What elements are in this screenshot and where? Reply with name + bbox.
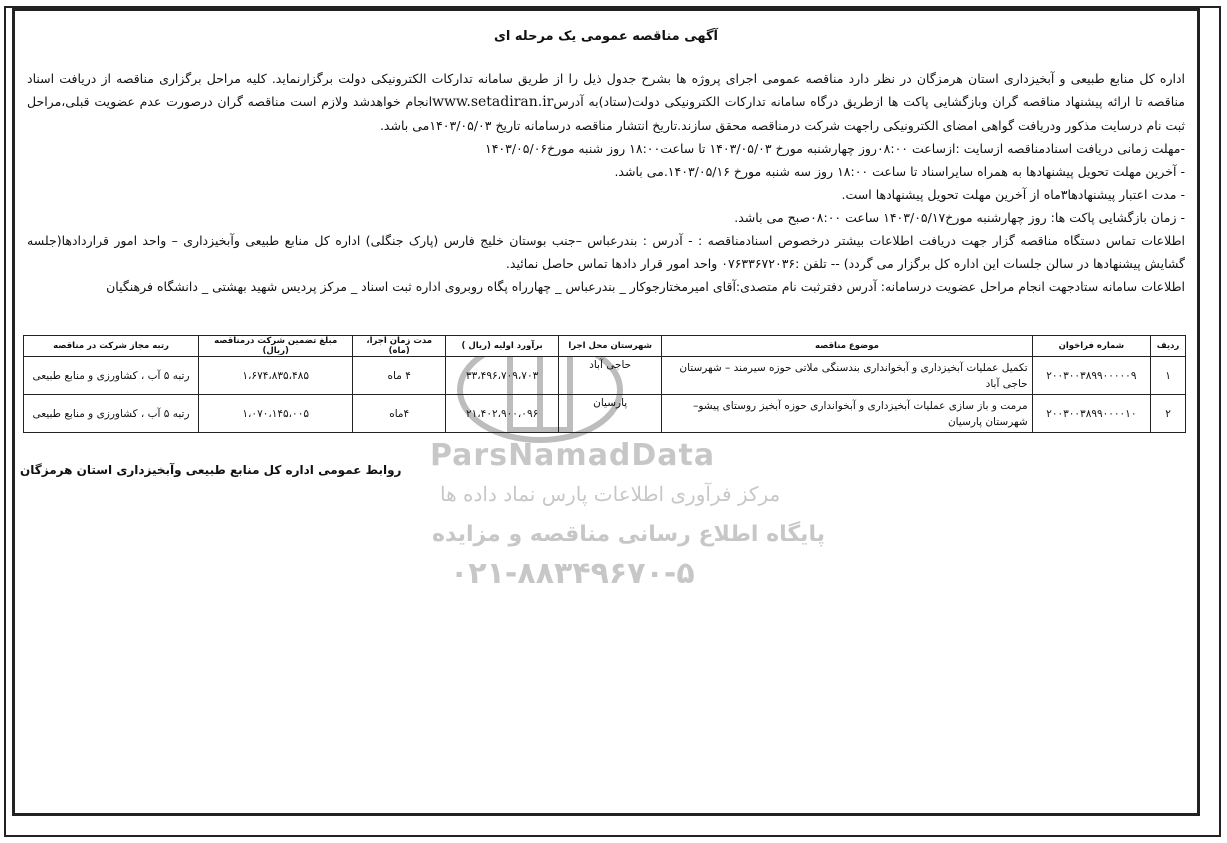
grade: رتبه ۵ آب ، کشاورزی و منابع طبیعی <box>24 357 199 395</box>
estimate: ۳۳،۴۹۶،۷۰۹،۷۰۳ <box>446 357 559 395</box>
guarantee: ۱،۰۷۰،۱۴۵،۰۰۵ <box>199 395 353 433</box>
header-call-number: شماره فراخوان <box>1032 336 1150 357</box>
website-link[interactable]: www.setadiran.ir <box>432 94 554 110</box>
duration: ۴ماه <box>353 395 446 433</box>
validity-line: - مدت اعتبار پیشنهادها۳ماه از آخرین مهلت تحویل پیشنهادها است. <box>841 187 1185 202</box>
watermark-line2: پایگاه اطلاع رسانی مناقصه و مزایده <box>432 522 825 547</box>
table-row <box>24 395 1186 433</box>
watermark-phone: ۰۲۱-۸۸۳۴۹۶۷۰-۵ <box>450 556 695 591</box>
submit-deadline-line: - آخرین مهلت تحویل پیشنهادها به همراه سایراسناد تا ساعت ۱۸:۰۰ روز سه شنبه مورخ ۱۴۰۳/۰۵/۱۶.می باشد. <box>614 164 1185 179</box>
header-row-number: ردیف <box>1151 336 1186 357</box>
header-duration: مدت زمان اجرا، (ماه) <box>353 336 446 357</box>
header-guarantee: مبلغ تضمین شرکت درمناقصه (ریال) <box>199 336 353 357</box>
duration: ۴ ماه <box>353 357 446 395</box>
city: حاجی آباد <box>559 357 662 395</box>
call-number: ۲۰۰۳۰۰۳۸۹۹۰۰۰۰۰۹ <box>1032 357 1150 395</box>
city: پارسیان <box>559 395 662 433</box>
call-number: ۲۰۰۳۰۰۳۸۹۹۰۰۰۰۱۰ <box>1032 395 1150 433</box>
header-subject: موضوع مناقصه <box>662 336 1033 357</box>
header-city: شهرستان محل اجرا <box>559 336 662 357</box>
header-grade: رتبه مجاز شرکت در مناقصه <box>24 336 199 357</box>
row-number: ۲ <box>1151 395 1186 433</box>
estimate: ۲۱،۴۰۲،۹۰۰،۰۹۶ <box>446 395 559 433</box>
opening-line: - زمان بازگشایی پاکت ها: روز چهارشنبه مورخ۱۴۰۳/۰۵/۱۷ ساعت ۰۸:۰۰صبح می باشد. <box>734 210 1185 225</box>
table-header-row <box>24 336 1186 357</box>
doc-deadline-line: -مهلت زمانی دریافت اسنادمناقصه ازسایت :ازساعت ۰۸:۰۰روز چهارشنبه مورخ ۱۴۰۳/۰۵/۰۳ تا ساعت۱۸:۰۰ روز شنبه مورخ۱۴۰۳/۰۵/۰۶ <box>484 141 1185 156</box>
grade: رتبه ۵ آب ، کشاورزی و منابع طبیعی <box>24 395 199 433</box>
subject: تکمیل عملیات آبخیزداری و آبخوانداری بندسنگی ملاتی حوزه سیرمند – شهرستان حاجی آباد <box>662 357 1033 395</box>
intro-part1: اداره کل منابع طبیعی و آبخیزداری استان هرمزگان در نظر دارد مناقصه عمومی اجرای پروژه ها بشرح جدول ذیل را از طریق سامانه تدارکات الکترونیکی دولت برگزارنماید. کلیه مراحل برگزاری مناقصه از دریافت اسناد مناقصه تا ارائه پیشنهاد مناقصه گران وبازگشایی پاکت ها ازطریق درگاه سامانه تدارکات الکترونیکی دولت(ستاد)به آدرس <box>27 71 1185 109</box>
setad-line: اطلاعات سامانه ستادجهت انجام مراحل عضویت درسامانه: آدرس دفترثبت نام متصدی:آقای امیرمختارجوکار _ بندرعباس _ چهارراه پگاه روبروی اداره ثبت اسناد _ مرکز پردیس شهید بهشتی _ دانشگاه فرهنگیان <box>106 279 1185 294</box>
guarantee: ۱،۶۷۴،۸۳۵،۴۸۵ <box>199 357 353 395</box>
table-row <box>24 357 1186 395</box>
subject: مرمت و باز سازی عملیات آبخیزداری و آبخوانداری حوزه آبخیز روستای پیشو– شهرستان پارسیان <box>662 395 1033 433</box>
footer-public-relations: روابط عمومی اداره کل منابع طبیعی وآبخیزداری استان هرمزگان <box>20 463 402 477</box>
notice-title: آگهی مناقصه عمومی یک مرحله ای <box>493 29 719 44</box>
header-estimate: برآورد اولیه (ریال ) <box>446 336 559 357</box>
watermark-line1: مرکز فرآوری اطلاعات پارس نماد داده ها <box>440 482 781 506</box>
contact-line: اطلاعات تماس دستگاه مناقصه گزار جهت دریافت اطلاعات بیشتر درخصوص اسنادمناقصه : - آدرس : بندرعباس –جنب بوستان خلیج فارس (پارک جنگلی) اداره کل منابع طبیعی وآبخیزداری – واحد امور قراردادها(جلسه گشایش پیشنهادها در سالن جلسات این اداره کل برگزار می گردد) -- تلفن :۰۷۶۳۳۶۷۲۰۳۶ واحد امور قرار دادها تماس حاصل نمائید. <box>27 233 1185 271</box>
intro-part2: انجام خواهدشد ولازم است مناقصه گران درصورت عدم عضویت قبلی،مراحل ثبت نام درسایت مذکور ودریافت گواهی امضای الکترونیکی راجهت شرکت درمناقصه محقق سازند.تاریخ انتشار مناقصه درسامانه تاریخ ۱۴۰۳/۰۵/۰۳می باشد. <box>27 94 1185 133</box>
row-number: ۱ <box>1151 357 1186 395</box>
tender-table <box>23 335 1186 433</box>
notice-intro <box>27 67 1185 137</box>
notice-body <box>27 67 1185 298</box>
watermark-brand: ParsNamadData <box>430 438 716 473</box>
